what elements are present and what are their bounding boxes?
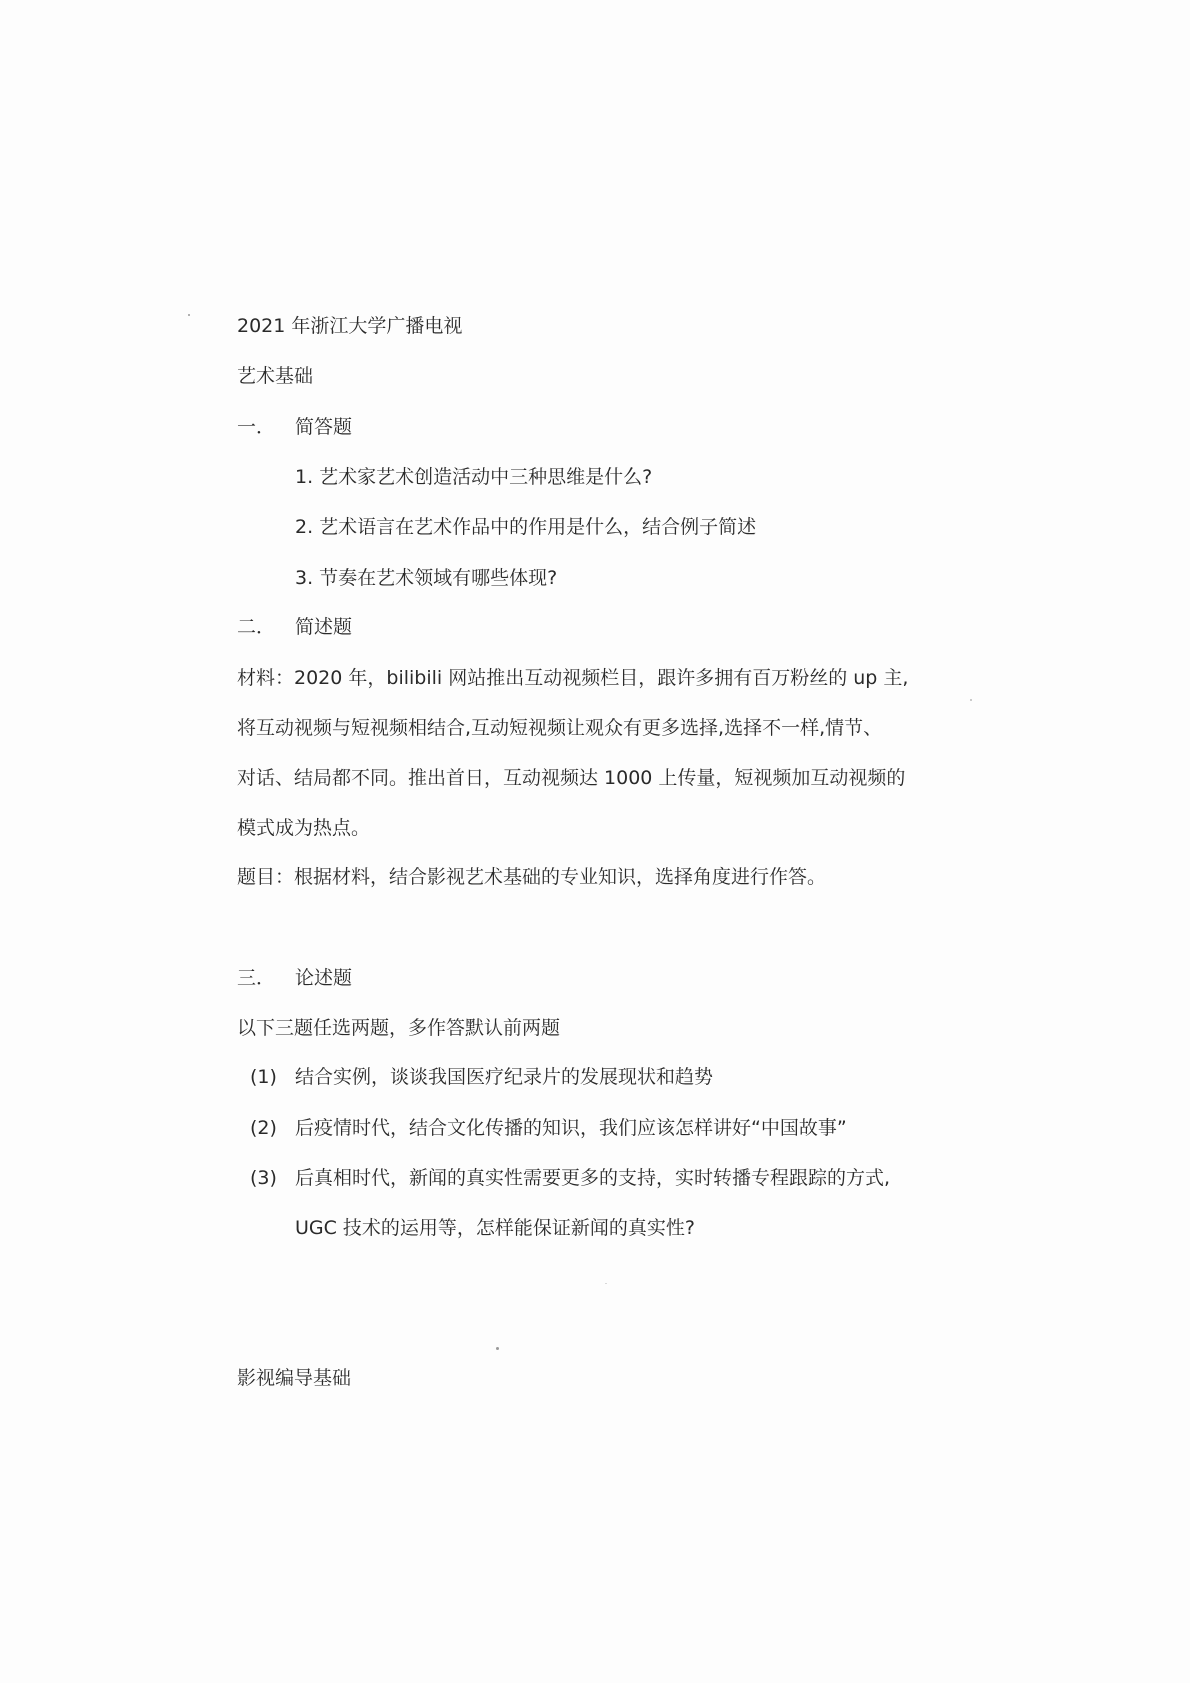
section1-label: 一． (237, 416, 276, 438)
section3-item-3-number: (3) (250, 1167, 277, 1189)
footer-subject-heading: 影视编导基础 (237, 1367, 352, 1389)
section2-question: 题目：根据材料，结合影视艺术基础的专业知识，选择角度进行作答。 (237, 866, 827, 888)
section3-label: 三． (237, 967, 276, 989)
scan-speck (496, 1347, 499, 1350)
section1-item-3: 3. 节奏在艺术领域有哪些体现? (295, 567, 558, 589)
section3-item-3-continuation: UGC 技术的运用等，怎样能保证新闻的真实性? (295, 1217, 696, 1239)
section1-item-1: 1. 艺术家艺术创造活动中三种思维是什么? (295, 466, 653, 488)
section3-instruction: 以下三题任选两题，多作答默认前两题 (237, 1017, 561, 1039)
section3-title: 论述题 (295, 967, 353, 989)
section3-item-3-text: 后真相时代，新闻的真实性需要更多的支持，实时转播专程跟踪的方式, (295, 1167, 891, 1189)
scan-speck (188, 314, 190, 316)
section1-title: 简答题 (295, 416, 353, 438)
scan-speck (605, 1283, 607, 1284)
section2-title: 简述题 (295, 616, 353, 638)
section3-item-1-text: 结合实例，谈谈我国医疗纪录片的发展现状和趋势 (295, 1066, 714, 1088)
subject-heading: 艺术基础 (237, 365, 314, 387)
section1-item-2: 2. 艺术语言在艺术作品中的作用是什么，结合例子简述 (295, 516, 757, 538)
material-line-2: 将互动视频与短视频相结合,互动短视频让观众有更多选择,选择不一样,情节、 (237, 717, 883, 739)
scan-speck (970, 699, 972, 701)
section3-item-2-text: 后疫情时代，结合文化传播的知识，我们应该怎样讲好“中国故事” (295, 1117, 847, 1139)
material-line-1: 材料：2020 年，bilibili 网站推出互动视频栏目，跟许多拥有百万粉丝的 up 主, (237, 667, 909, 689)
section3-item-1-number: (1) (250, 1066, 277, 1088)
material-line-4: 模式成为热点。 (237, 817, 371, 839)
section3-item-2-number: (2) (250, 1117, 277, 1139)
exam-title: 2021 年浙江大学广播电视 (237, 315, 463, 337)
section2-label: 二． (237, 616, 276, 638)
material-line-3: 对话、结局都不同。推出首日，互动视频达 1000 上传量，短视频加互动视频的 (237, 767, 906, 789)
